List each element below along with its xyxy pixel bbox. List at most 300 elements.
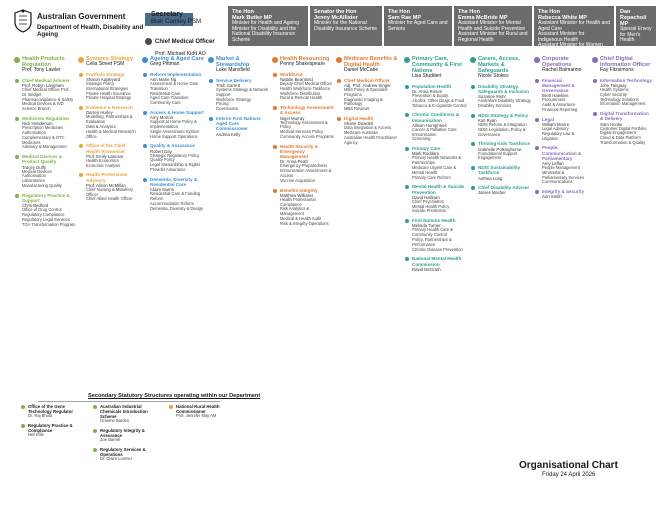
unit-branches: Cancer & Palliative Care Immunisation Screening: [412, 126, 457, 142]
unit-name: Access & Home Support: [150, 109, 204, 115]
group-dot-icon: [534, 57, 540, 63]
unit-dot-icon: [471, 166, 475, 170]
unit-dot-icon: [593, 112, 597, 116]
unit-head: David Hallinan: [412, 194, 440, 200]
unit-branches: Chief Psychiatrist Mental Health Policy Suicide Prevention: [412, 198, 450, 214]
group-column: [470, 56, 532, 199]
unit-dot-icon: [535, 146, 539, 150]
unit-head: Matthew Williams: [280, 192, 314, 198]
group-units: [336, 78, 402, 146]
unit-dot-icon: [593, 79, 597, 83]
unit-dot-icon: [405, 85, 409, 89]
group-deputy: Penny Shakespeare: [280, 61, 326, 67]
unit-name: Health Professions Advisory: [86, 172, 128, 183]
unit-item: [14, 78, 76, 112]
unit-head: David McGrath: [412, 266, 441, 272]
statutory-name: Regulatory Integrity & Assurance: [100, 427, 145, 438]
unit-item: [592, 111, 652, 146]
unit-dot-icon: [405, 147, 409, 151]
statutory-item: [92, 447, 162, 462]
minister-title: The Hon: [388, 9, 410, 15]
group-dot-icon: [404, 57, 410, 63]
unit-item: [404, 218, 468, 252]
minister-roles: Assistant Minister for Mental Health and Suicide Prevention Assistant Minister for Rural and Regional Health: [458, 20, 528, 43]
unit-dot-icon: [471, 114, 475, 118]
unit-dot-icon: [337, 117, 341, 121]
unit-head: Suzanne Mohr: [478, 94, 506, 100]
unit-branches: Strategic Policy International Strategies Private Health Insurance Private Hospital Strategy: [86, 81, 132, 101]
group-dot-icon: [208, 57, 214, 63]
statutory-head: Dr. Raj Bhula: [28, 413, 53, 418]
unit-item: [534, 117, 590, 142]
chart-date: Friday 24 April 2026: [542, 472, 596, 478]
unit-item: [534, 145, 590, 185]
unit-branches: Australia's Disability Strategy Disability Services: [478, 98, 531, 108]
unit-name: Portfolio Strategy: [86, 71, 125, 77]
unit-item: [470, 84, 532, 109]
statutory-item: [92, 428, 162, 443]
group-column: [404, 56, 468, 276]
unit-head: Darren Hurley: [86, 110, 113, 116]
unit-dot-icon: [15, 79, 19, 83]
group-deputy: Daniel McCabe: [344, 67, 379, 73]
department-name: Department of Health, Disability and Ageing: [37, 24, 144, 38]
minister-name: Dan Repacholi MP: [620, 9, 647, 27]
government-name: Australian Government: [37, 12, 126, 21]
department-logo: [12, 8, 142, 48]
unit-name: Medical Devices & Product Quality: [22, 154, 63, 165]
minister-roles: Minister for Health and Ageing Minister for Disability and the National Disability Insurance Scheme: [232, 20, 299, 43]
cmo-dot-icon: [145, 38, 152, 45]
statutory-name: Office of the Gene Technology Regulator: [28, 404, 74, 414]
unit-name: National Mental Health Commission: [412, 256, 462, 267]
unit-dot-icon: [209, 117, 213, 121]
unit-head: Prof. Robyn Langham: [22, 83, 64, 88]
minister-box: [534, 6, 614, 49]
unit-item: [272, 188, 334, 227]
group-name: Health Products Regulation: [22, 56, 65, 68]
unit-head: Shane Dowdell: [344, 121, 373, 127]
group-name: Corporate Operations: [542, 56, 572, 68]
group-name: Systems Strategy: [86, 56, 133, 62]
unit-name: Digital Transformation & Delivery: [600, 111, 649, 122]
unit-head: William Moore: [542, 122, 570, 127]
group-dot-icon: [470, 57, 476, 63]
unit-name: Chief Medical Officer: [344, 77, 390, 83]
group-dot-icon: [14, 57, 20, 63]
unit-branches: Technology Assessment & Policy Medical Services Policy Community Access Programs: [280, 119, 334, 139]
unit-item: [470, 165, 532, 180]
unit-name: People, Communication & Parliamentary: [542, 145, 582, 161]
group-units: [78, 72, 140, 202]
unit-head: Natalie Beanland: [280, 77, 313, 82]
statutory-column: [168, 404, 230, 423]
unit-name: Evidence & Research: [86, 105, 133, 111]
statutory-head: Prof. Jennifer May AM: [176, 413, 217, 418]
group-units: [142, 72, 206, 212]
group-column: [142, 56, 206, 215]
cmo-name: Prof. Michael Kidd AO: [155, 51, 206, 57]
unit-name: Technology Assessment & Access: [280, 105, 334, 116]
unit-item: [336, 116, 402, 145]
unit-head: Sam Hooke: [600, 121, 623, 127]
minister-name: Sam Rae MP: [388, 15, 422, 21]
group-units: [272, 72, 334, 227]
statutory-dot-icon: [93, 448, 97, 452]
unit-head: Robert Day: [150, 148, 172, 154]
group-name: Carers, Access, Markets & Safeguards: [478, 56, 520, 74]
unit-dot-icon: [79, 144, 83, 148]
unit-name: Digital Health: [344, 115, 374, 121]
unit-name: Service Delivery: [216, 77, 252, 83]
minister-box: [384, 6, 452, 46]
unit-name: Population Health: [412, 83, 452, 89]
unit-head: Andrea Kelly: [216, 131, 241, 137]
statutory-dot-icon: [169, 405, 173, 409]
unit-branches: Legal Advisory Regulatory Law & Litigation: [542, 126, 575, 141]
minister-name: Mark Butler MP: [232, 15, 273, 21]
unit-head: Dr. Anna Peatt: [280, 159, 308, 165]
statutory-head: Zoe Barrell: [100, 436, 121, 442]
unit-dot-icon: [143, 111, 147, 115]
unit-item: [404, 184, 468, 214]
unit-name: Regulatory Practice & Support: [22, 192, 70, 203]
unit-branches: Assessment & Home Care Transition Residential Care Aged Care Transition Community Care: [150, 81, 199, 106]
group-dot-icon: [78, 57, 84, 63]
unit-head: Prof. Emily Lancsar: [86, 153, 124, 159]
unit-head: Amy Laffan: [542, 161, 564, 166]
unit-head: Tracey Duffy: [22, 164, 47, 170]
unit-item: [470, 113, 532, 138]
group-column: [336, 56, 402, 149]
group-deputy: Celia Street PSM: [86, 61, 125, 67]
unit-dot-icon: [143, 73, 147, 77]
unit-head: Claire Ewins: [150, 187, 174, 193]
minister-box: [454, 6, 532, 46]
unit-name: NDIS Strategy & Policy: [478, 112, 529, 118]
unit-name: Legal: [542, 116, 554, 122]
unit-item: [78, 143, 140, 168]
minister-roles: Minister for the National Disability Insurance Scheme: [314, 20, 378, 32]
unit-head: Sharon Appleyard: [86, 77, 121, 82]
unit-item: [272, 105, 334, 140]
unit-dot-icon: [273, 189, 277, 193]
minister-name: Emma McBride MP: [458, 15, 508, 21]
unit-item: [404, 112, 468, 142]
unit-dot-icon: [535, 190, 539, 194]
unit-name: Dementia, Diversity & Residential Care: [150, 176, 198, 187]
statutory-name: Regulatory Practice & Compliance: [28, 422, 73, 433]
unit-item: [272, 144, 334, 184]
unit-dot-icon: [273, 145, 277, 149]
statutory-column: [92, 404, 162, 465]
unit-name: Office of the Chief Health Economist: [86, 143, 126, 154]
secretary-box: [151, 11, 201, 25]
minister-box: [228, 6, 308, 46]
unit-head: Nick Henderson: [22, 121, 53, 127]
minister-roles: Special Envoy for Men's Health: [620, 26, 652, 44]
group-name: Primary Care, Community & First Nations: [412, 56, 463, 74]
unit-head: James Mactier: [478, 189, 506, 195]
group-deputy: Rachel Balmanno: [542, 67, 582, 73]
minister-roles: Assistant Minister for Health and Aged Care Assistant Minister for Indigenous Health Assistant Minister for Women: [538, 20, 610, 49]
statutory-name: Australian Industrial Chemicals Introduction Scheme: [100, 404, 148, 419]
group-column: [272, 56, 334, 231]
minister-roles: Minister for Aged Care and Seniors: [388, 20, 448, 32]
unit-branches: Medical Devices Authorisation Laboratories Manufacturing Quality: [22, 168, 62, 188]
unit-item: [14, 193, 76, 228]
unit-dot-icon: [405, 219, 409, 223]
group-units: [208, 78, 270, 137]
unit-branches: Procurement Audit & Assurance Financial Reporting: [542, 97, 578, 112]
unit-item: [404, 256, 468, 271]
unit-item: [78, 105, 140, 139]
statutory-item: [168, 404, 230, 419]
unit-name: Quality & Assurance: [150, 143, 195, 149]
unit-head: Anthea Long: [478, 175, 503, 181]
unit-dot-icon: [15, 155, 19, 159]
unit-head: Chris Bedford: [22, 203, 49, 209]
unit-name: Mental Health & Suicide Prevention: [412, 184, 465, 195]
group-column: [78, 56, 140, 206]
unit-dot-icon: [273, 106, 277, 110]
group-column: [534, 56, 590, 203]
unit-item: [14, 154, 76, 189]
statutory-column: [20, 404, 76, 442]
unit-name: Chief Disability Adviser: [478, 184, 530, 190]
unit-name: Reform Implementation: [150, 71, 202, 77]
unit-dot-icon: [535, 79, 539, 83]
group-header: [404, 56, 468, 80]
unit-branches: Prescription Medicines Authorisation Complementary & OTC Medicines Advisory & Management: [22, 125, 67, 150]
group-header: [208, 56, 270, 74]
unit-name: Financial Management & Governance: [542, 77, 575, 94]
group-column: [14, 56, 76, 231]
unit-item: [78, 172, 140, 202]
unit-dot-icon: [405, 185, 409, 189]
unit-item: [142, 72, 206, 106]
unit-head: John Tanguay: [600, 83, 627, 88]
unit-branches: MBS Policy & Specialist Programs Diagnostic Imaging & Pathology MBS Reviews: [344, 87, 388, 112]
unit-name: Integrity & Security: [542, 189, 585, 195]
group-column: [592, 56, 652, 150]
group-units: [534, 78, 590, 200]
unit-item: [142, 177, 206, 212]
unit-branches: Primary Health Care & Community Control Policy, Partnerships & Performance Chronic Disease Prevention: [412, 227, 463, 252]
unit-item: [336, 78, 402, 112]
unit-branches: Strategic Regulatory Policy Quality Policy Legal Stewardship & Rights Provider Assurance: [150, 152, 201, 172]
minister-title: Senator the Hon: [314, 9, 357, 15]
group-header: [272, 56, 334, 68]
unit-head: Adj. Prof. Andrew Singer: [344, 83, 391, 88]
statutory-head: Neil Ellis: [28, 431, 44, 437]
unit-item: [470, 141, 532, 161]
group-units: [592, 78, 652, 146]
unit-item: [534, 189, 590, 199]
secretary-title: Secretary: [151, 11, 183, 18]
minister-box: [616, 6, 656, 46]
group-header: [592, 56, 652, 74]
unit-head: Allison Humphries: [412, 122, 447, 128]
statutory-dot-icon: [93, 429, 97, 433]
statutory-head: Dr. Claire Lorimer: [100, 455, 133, 461]
unit-head: Prof. Alison McMillan: [86, 182, 126, 188]
unit-name: Chronic Conditions & Immunisation: [412, 112, 460, 123]
cmo-title: Chief Medical Officer: [155, 38, 215, 45]
group-deputy: Prof. Tony Lawler: [22, 67, 61, 73]
group-name: Health Resourcing: [280, 56, 330, 62]
unit-branches: Modelling, Partnerships & Evaluation Data & Analytics Health & Medical Research Office: [86, 114, 136, 139]
group-header: [14, 56, 76, 74]
unit-dot-icon: [15, 117, 19, 121]
unit-branches: Prevention & Equity Alcohol, Other Drugs & Food Tobacco & E-cigarette Control: [412, 93, 467, 108]
unit-name: Workforce: [280, 71, 303, 77]
minister-title: The Hon: [538, 9, 560, 15]
group-name: Chief Digital Information Officer: [600, 56, 651, 68]
unit-name: NDIS Sustainability Taskforce: [478, 165, 521, 176]
statutory-item: [20, 404, 76, 419]
statutory-title: Secondary Statutory Structures operating within our Department: [88, 393, 261, 399]
unit-dot-icon: [405, 113, 409, 117]
group-dot-icon: [592, 57, 598, 63]
group-deputy: Fay Fitzsimons: [600, 67, 634, 73]
unit-dot-icon: [471, 85, 475, 89]
unit-item: [78, 72, 140, 101]
statutory-item: [92, 404, 162, 424]
unit-dot-icon: [143, 178, 147, 182]
unit-branches: Customer Digital Portfolio Digital Engagement Cloud & Data Platform Transformation & Quality: [600, 125, 647, 145]
secretary-name: Blair Comley PSM: [151, 18, 202, 25]
unit-branches: Primary Health Networks & Partnerships Medicare Urgent Care & Mental Health Primary Care Reform: [412, 155, 462, 180]
unit-head: Mark Roddam: [412, 151, 439, 157]
unit-head: Ann Marie Ng: [150, 77, 177, 82]
unit-item: [208, 116, 270, 137]
group-deputy: Greg Pittman: [150, 61, 180, 67]
statutory-dot-icon: [21, 405, 25, 409]
group-name: Market & Stewardship: [216, 56, 250, 68]
unit-branches: Support at Home Policy & Implementation Single Assessment System Home Support Operations: [150, 119, 200, 139]
unit-head: Brett Hawkins: [542, 93, 569, 99]
unit-name: First Nations Health: [412, 218, 456, 224]
unit-dot-icon: [337, 79, 341, 83]
unit-name: Chief Medical Adviser: [22, 77, 70, 83]
statutory-name: Regulatory Services & Operations: [100, 446, 146, 457]
unit-item: [592, 78, 652, 107]
unit-item: [142, 110, 206, 139]
unit-item: [208, 78, 270, 112]
unit-branches: Foundational Support Engagement: [478, 150, 518, 161]
unit-item: [404, 146, 468, 180]
minister-title: The Hon: [232, 9, 254, 15]
unit-item: [142, 143, 206, 172]
unit-item: [272, 72, 334, 101]
unit-branches: Office of Drug Control Regulatory Compliance Regulatory Legal Services TGA Transformation Program: [22, 207, 76, 227]
unit-head: Kim Ryan: [478, 118, 497, 123]
chief-medical-officer-box: [145, 33, 215, 57]
unit-item: [534, 78, 590, 113]
group-units: [470, 84, 532, 195]
unit-name: Primary Care: [412, 146, 441, 152]
unit-dot-icon: [15, 194, 19, 198]
unit-dot-icon: [273, 73, 277, 77]
statutory-head: Graeme Barden: [100, 418, 130, 423]
unit-dot-icon: [471, 186, 475, 190]
group-name: Ageing & Aged Care: [150, 56, 204, 62]
group-header: [142, 56, 206, 68]
unit-branches: Deputy Chief Medical Officer Health Workforce Taskforce Workforce Distribution Rural & Remote Health: [280, 81, 333, 101]
unit-dot-icon: [79, 173, 83, 177]
group-dot-icon: [272, 57, 278, 63]
group-deputy: Lisa Studdert: [412, 73, 442, 79]
unit-branches: People Management Ministerial & Parliamentary Services Communications: [542, 165, 585, 185]
unit-item: [404, 84, 468, 109]
statutory-dot-icon: [21, 424, 25, 428]
unit-head: Dr. Anna Rosen: [412, 89, 443, 94]
unit-branches: Residential Care & Funding Reform Accommodation Reform Dementia, Diversity & Design: [150, 191, 204, 211]
statutory-name: National Rural Health Commissioner: [176, 404, 220, 414]
unit-name: Disability Strategy, Safeguards & Inclusion: [478, 83, 530, 94]
group-header: [534, 56, 590, 74]
chart-title: Organisational Chart: [519, 460, 618, 471]
unit-dot-icon: [79, 73, 83, 77]
statutory-divider: [38, 401, 220, 402]
unit-dot-icon: [209, 79, 213, 83]
group-header: [78, 56, 140, 68]
group-dot-icon: [336, 57, 342, 63]
unit-head: Gabrielle Polkinghorne: [478, 146, 522, 152]
unit-head: Melinda Turner: [412, 223, 441, 229]
group-dot-icon: [142, 57, 148, 63]
unit-branches: Chief Medical Officer Prof. Dr. Bridget Pharmacovigilance & Safety Medical Devices & IVD Science Branch: [22, 87, 74, 112]
unit-name: Thriving Kids Taskforce: [478, 141, 530, 147]
group-deputy: Luke Mansfield: [216, 67, 250, 73]
statutory-item: [20, 423, 76, 438]
minister-box: [310, 6, 382, 46]
unit-dot-icon: [79, 106, 83, 110]
unit-item: [14, 116, 76, 150]
group-header: [336, 56, 402, 74]
unit-branches: NDIS Reform & Integration NDIS Legislation, Policy & Governance: [478, 122, 527, 137]
unit-dot-icon: [471, 142, 475, 146]
unit-dot-icon: [143, 144, 147, 148]
unit-dot-icon: [405, 257, 409, 261]
unit-name: Interim First Nations Aged Care Commissioner: [216, 115, 261, 132]
unit-branches: Systems Strategy & Network Support Workforce Strategy Pricing Governance: [216, 87, 269, 112]
unit-head: Ann Smith: [542, 194, 562, 200]
unit-branches: Data Integration & Access Medicare Australia Australian Health Practitioner Agency: [344, 125, 398, 145]
unit-branches: Emergency Preparedness Immunisation Assessment & Access Vaccine Acquisition: [280, 163, 332, 183]
minister-name: Jenny McAllister: [314, 15, 358, 21]
group-column: [208, 56, 270, 141]
unit-name: Information Technology: [600, 77, 652, 83]
unit-branches: Health Professional Compliance Risk Analytics & Management Medical & Health Audit Risk & Integrity Operations: [280, 196, 329, 226]
minister-title: The Hon: [458, 9, 480, 15]
unit-branches: Health Systems Cyber Security Technology Solutions Information Management: [600, 87, 646, 107]
group-units: [404, 84, 468, 272]
unit-item: [470, 185, 532, 195]
unit-head: Nigel Murray: [280, 115, 305, 121]
group-deputy: Nicole Stokes: [478, 73, 509, 79]
unit-branches: Chief Nursing & Midwifery Officer Chief Allied Health Officer: [86, 186, 134, 202]
unit-name: Benefits Integrity: [280, 187, 318, 193]
minister-name: Rebecca White MP: [538, 15, 587, 21]
group-name: Medicare Benefits & Digital Health: [344, 56, 398, 68]
unit-branches: Health Economics Economic Analysis: [86, 157, 121, 168]
group-units: [14, 78, 76, 228]
coat-of-arms-icon: [12, 8, 34, 34]
unit-name: Medicines Regulation: [22, 115, 70, 121]
group-header: [470, 56, 532, 80]
